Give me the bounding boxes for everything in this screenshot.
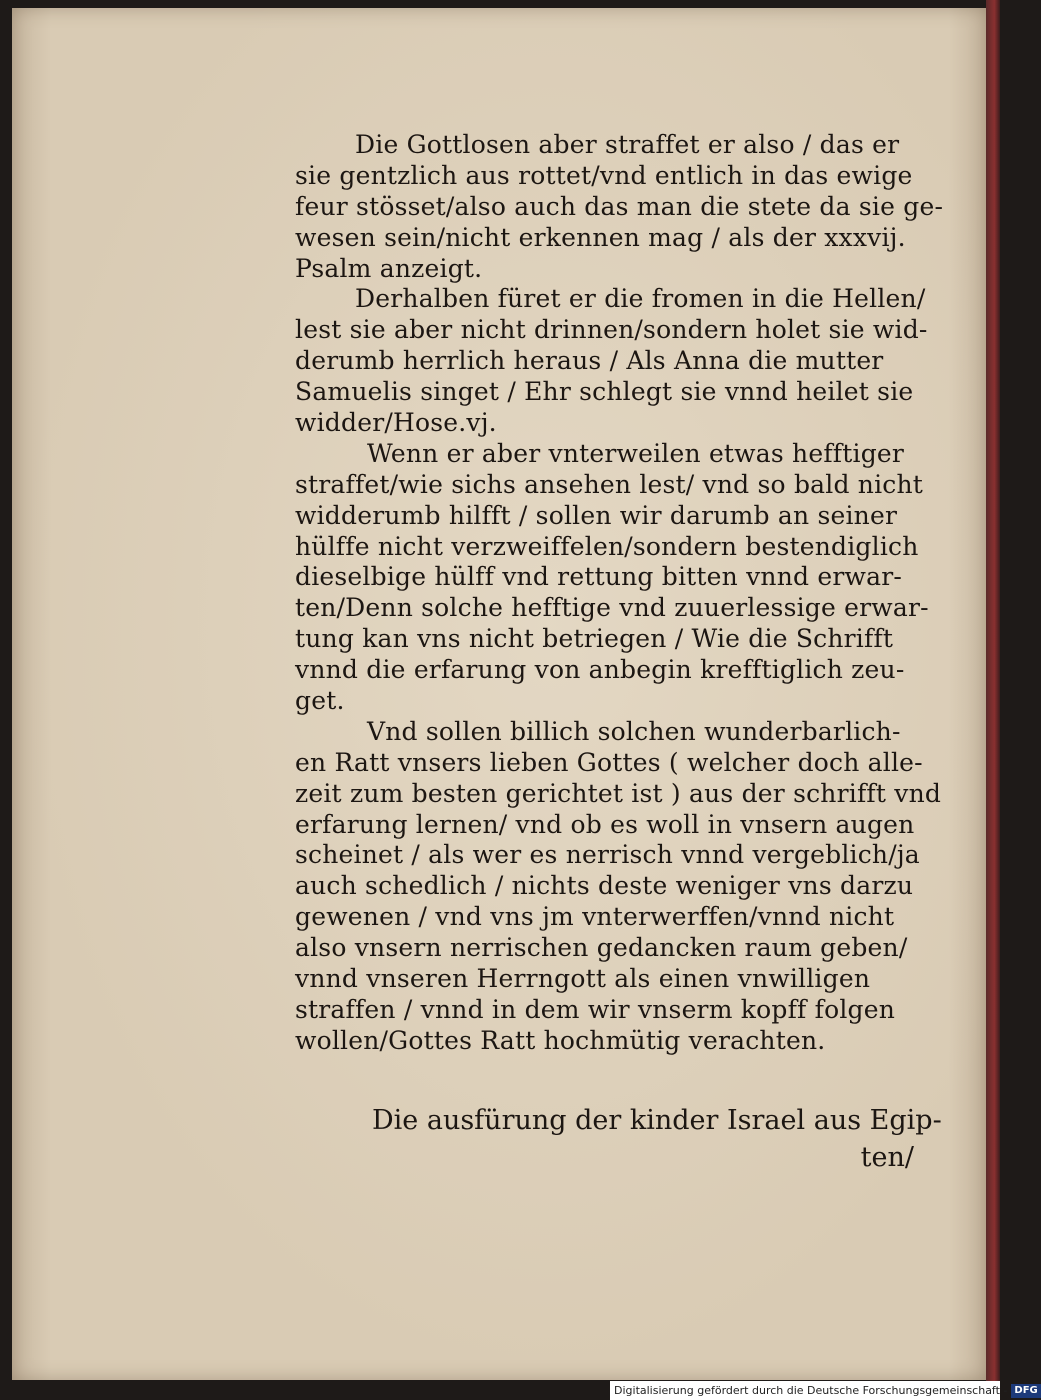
text-line: feur stösset/also auch das man die stete da sie ge-	[295, 191, 944, 221]
text-line: also vnsern nerrischen gedancken raum geben/	[295, 933, 908, 963]
text-line: vnnd vnseren Herrngott als einen vnwilligen	[295, 964, 871, 994]
text-line: en Ratt vnsers lieben Gottes ( welcher doch alle-	[295, 747, 923, 777]
text-line: Vnd sollen billich solchen wunderbarlich-	[367, 716, 901, 746]
text-line: derumb herrlich heraus / Als Anna die mutter	[295, 346, 884, 376]
book-edge	[986, 0, 1000, 1400]
body-text	[295, 130, 944, 1057]
text-line: Die Gottlosen aber straffet er also / das er	[355, 130, 900, 159]
text-line: straffen / vnnd in dem wir vnserm kopff folgen	[295, 994, 896, 1024]
text-line: widderumb hilfft / sollen wir darumb an seiner	[295, 500, 898, 530]
text-line: widder/Hose.vj.	[295, 408, 497, 438]
text-line: vnnd die erfarung von anbegin krefftiglich zeu-	[295, 655, 905, 685]
text-line: ten/Denn solche hefftige vnd zuuerlessige erwar-	[295, 593, 929, 623]
text-line: dieselbige hülff vnd rettung bitten vnnd erwar-	[295, 562, 903, 592]
text-line: Wenn er aber vnterweilen etwas hefftiger	[367, 438, 905, 468]
text-line: Psalm anzeigt.	[295, 253, 483, 283]
text-line: Samuelis singet / Ehr schlegt sie vnnd heilet sie	[295, 377, 914, 407]
text-line: erfarung lernen/ vnd ob es woll in vnsern augen	[295, 809, 915, 839]
text-line: scheinet / als wer es nerrisch vnnd vergeblich/ja	[295, 840, 920, 870]
text-line: zeit zum besten gerichtet ist ) aus der schrifft vnd	[295, 778, 942, 808]
footer-text: Digitalisierung gefördert durch die Deutsche Forschungsgemeinschaft -	[614, 1384, 1008, 1397]
text-line: get.	[295, 686, 345, 716]
text-line: lest sie aber nicht drinnen/sondern holet sie wid-	[295, 315, 928, 345]
text-line: Derhalben füret er die fromen in die Hellen/	[355, 284, 926, 314]
catchword: ten/	[860, 1142, 914, 1173]
section-heading: Die ausfürung der kinder Israel aus Egip-	[372, 1105, 942, 1136]
text-line: hülffe nicht verzweiffelen/sondern bestendiglich	[295, 531, 919, 561]
text-line: wollen/Gottes Ratt hochmütig verachten.	[295, 1025, 826, 1055]
dfg-logo-icon: DFG	[1011, 1384, 1040, 1398]
text-line: tung kan vns nicht betriegen / Wie die Schrifft	[295, 624, 894, 654]
text-line: straffet/wie sichs ansehen lest/ vnd so bald nicht	[295, 469, 924, 499]
text-line: auch schedlich / nichts deste weniger vns darzu	[295, 871, 914, 901]
text-line: sie gentzlich aus rottet/vnd entlich in das ewige	[295, 160, 913, 190]
book-page	[12, 8, 988, 1380]
text-line: gewenen / vnd vns jm vnterwerffen/vnnd nicht	[295, 902, 895, 932]
digitization-footer	[610, 1381, 1038, 1400]
text-line: wesen sein/nicht erkennen mag / als der xxxvij.	[295, 222, 906, 252]
